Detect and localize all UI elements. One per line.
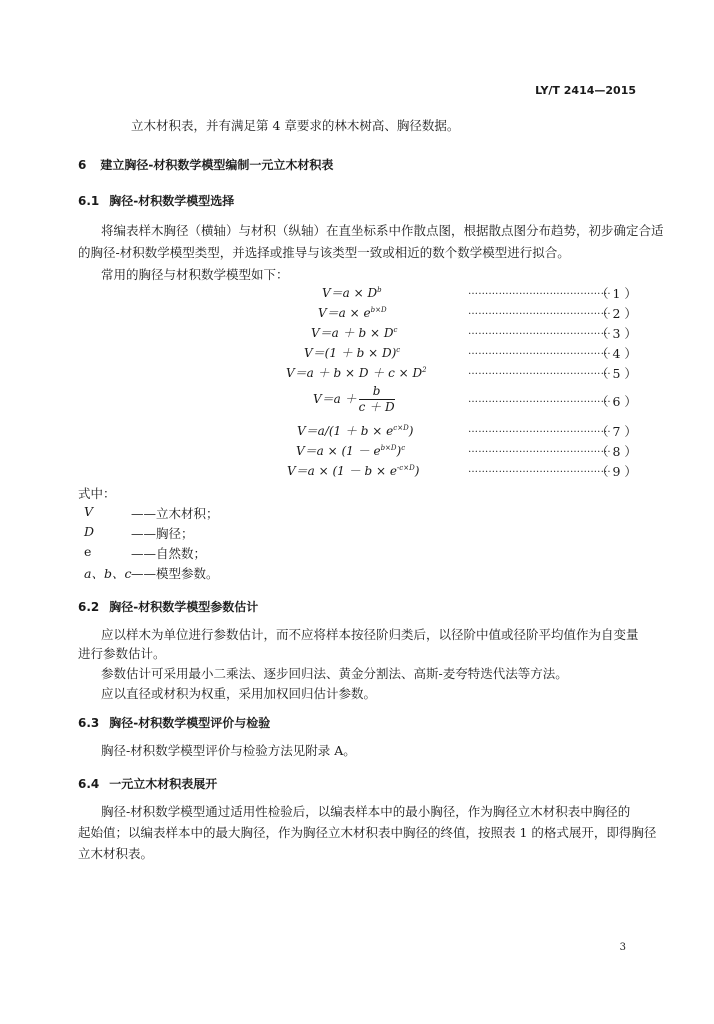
symbol: D (84, 524, 95, 539)
symbol-description: ——胸径； (131, 526, 194, 541)
equation-4: $V=(1 + b \times D)^c$ (304, 346, 401, 360)
equation-9: $V=a \times (1 - b \times e^{-c\times D})$ (287, 464, 420, 478)
section-title: 建立胸径-材积数学模型编制一元立木材积表 (100, 158, 334, 172)
symbol-description: ——立木材积； (131, 506, 219, 521)
equation-7: $V=a/(1 + b \times e^{c\times D})$ (297, 424, 414, 438)
leader-dots: …………………………………… (468, 444, 611, 455)
section-6-1-heading (78, 192, 234, 209)
section-number: 6.2 (78, 600, 100, 614)
section-number: 6.1 (78, 194, 100, 208)
section-title: 胸径-材积数学模型评价与检验 (109, 716, 271, 730)
leader-dots: …………………………………… (468, 464, 611, 475)
section-number: 6 (78, 158, 87, 172)
document-code: LY/T 2414—2015 (535, 84, 636, 97)
equation-number: （ 3 ） (596, 326, 637, 341)
section-6-3-heading (78, 714, 270, 731)
leader-dots: …………………………………… (468, 286, 611, 297)
section-title: 一元立木材积表展开 (109, 777, 218, 791)
equation-6: V＝a ＋ $\frac{b}{c + D}$ (313, 384, 395, 414)
equation-number: （ 6 ） (596, 394, 637, 409)
equation-5: $V=a + b \times D + c \times D^2$ (286, 366, 427, 380)
leader-dots: …………………………………… (468, 366, 611, 377)
equation-number: （ 1 ） (596, 286, 637, 301)
section-6-4-heading (78, 775, 217, 792)
section-title: 胸径-材积数学模型选择 (109, 194, 235, 208)
paragraph-line: 将编表样木胸径（横轴）与材积（纵轴）在直坐标系中作散点图，根据散点图分布趋势，初步确定合适 (101, 223, 664, 238)
leader-dots: …………………………………… (468, 346, 611, 357)
paragraph-line: 常用的胸径与材积数学模型如下： (101, 267, 289, 282)
equation-3: $V=a + b \times D^c$ (311, 326, 398, 340)
equation-1: $V=a \times D^b$ (322, 286, 382, 300)
fraction: $\frac{b}{c + D}$ (358, 384, 395, 414)
section-6-2-heading (78, 598, 258, 615)
paragraph-line: 进行参数估计。 (78, 646, 166, 661)
page-number: 3 (619, 942, 626, 953)
paragraph-line: 应以样木为单位进行参数估计，而不应将样本按径阶归类后，以径阶中值或径阶平均值作为自变量 (101, 627, 639, 642)
equation-8: $V=a \times (1 - e^{b\times D})^c$ (296, 444, 406, 458)
equation-number: （ 5 ） (596, 366, 637, 381)
paragraph-line: 的胸径-材积数学模型类型，并选择或推导与该类型一致或相近的数个数学模型进行拟合。 (78, 245, 570, 260)
symbol-description: ——模型参数。 (131, 566, 219, 581)
equation-number: （ 7 ） (596, 424, 637, 439)
continuation-text: 立木材积表，并有满足第 4 章要求的林木树高、胸径数据。 (131, 118, 460, 133)
paragraph-line: 起始值；以编表样本中的最大胸径，作为胸径立木材积表中胸径的终值，按照表 1 的格式展开，即得胸径 (78, 825, 657, 840)
equation-number: （ 9 ） (596, 464, 637, 479)
equation-2: $V=a \times e^{b\times D}$ (318, 306, 387, 320)
equation-number: （ 4 ） (596, 346, 637, 361)
section-number: 6.4 (78, 777, 100, 791)
paragraph-line: 胸径-材积数学模型评价与检验方法见附录 A。 (101, 743, 356, 758)
equation-number: （ 8 ） (596, 444, 637, 459)
leader-dots: …………………………………… (468, 394, 611, 405)
leader-dots: …………………………………… (468, 424, 611, 435)
symbol-description: ——自然数； (131, 546, 207, 561)
equation-number: （ 2 ） (596, 306, 637, 321)
leader-dots: …………………………………… (468, 326, 611, 337)
where-label: 式中： (78, 486, 116, 501)
leader-dots: …………………………………… (468, 306, 611, 317)
paragraph-line: 胸径-材积数学模型通过适用性检验后，以编表样本中的最小胸径，作为胸径立木材积表中胸径的 (101, 804, 631, 819)
paragraph-line: 参数估计可采用最小二乘法、逐步回归法、黄金分割法、高斯-麦夸特迭代法等方法。 (101, 666, 568, 681)
section-6-heading (78, 156, 333, 173)
symbol: e (84, 544, 92, 559)
section-number: 6.3 (78, 716, 100, 730)
paragraph-line: 立木材积表。 (78, 846, 154, 861)
section-title: 胸径-材积数学模型参数估计 (109, 600, 259, 614)
paragraph-line: 应以直径或材积为权重，采用加权回归估计参数。 (101, 686, 377, 701)
symbol: a、b、c (84, 566, 132, 581)
symbol: V (84, 504, 94, 519)
